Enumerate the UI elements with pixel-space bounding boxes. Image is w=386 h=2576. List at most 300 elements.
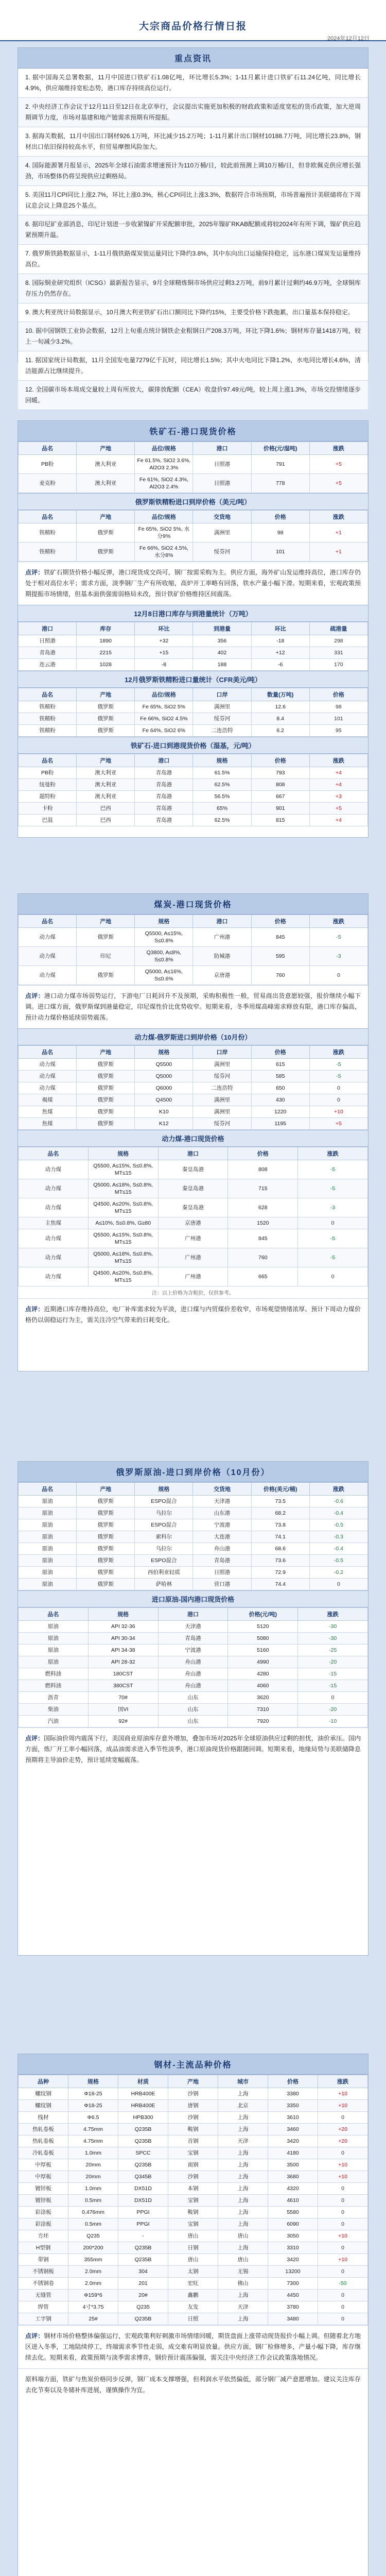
ore-freight-table — [18, 510, 368, 562]
column-header: 产地 — [77, 915, 135, 928]
table-cell: 日照港 — [193, 1567, 251, 1579]
column-header: 规格 — [88, 1608, 158, 1621]
table-cell: 3780 — [268, 2301, 318, 2313]
table-cell: 俄罗斯 — [77, 1071, 135, 1082]
column-header: 产地 — [77, 511, 135, 523]
table-cell: 动力煤 — [19, 1059, 77, 1071]
table-row — [19, 635, 368, 647]
table-cell: +10 — [318, 2100, 368, 2112]
table-cell: 4180 — [268, 2147, 318, 2159]
table-row — [19, 1106, 368, 1118]
table-cell: 俄罗斯 — [77, 928, 135, 947]
ore-spot-table — [18, 754, 368, 826]
table-cell: 澳大利亚 — [77, 474, 135, 493]
table-cell: 0 — [318, 2266, 368, 2278]
table-cell: -0.4 — [309, 1507, 367, 1519]
table-cell: 72.9 — [251, 1567, 309, 1579]
table-cell: 3310 — [268, 2242, 318, 2254]
coal-section — [17, 893, 369, 1371]
column-header: 港口 — [158, 1147, 228, 1160]
table-cell: Fe 65%, SiO2 5% — [135, 701, 193, 713]
table-cell: 宁波港 — [193, 1519, 251, 1531]
table-cell: 褐煤 — [19, 1094, 77, 1106]
table-cell: 印尼 — [77, 947, 135, 966]
table-row — [19, 1071, 368, 1082]
news-item: 6. 据印尼矿业部消息，印尼计划进一步收紧镍矿开采配额审批，2025年镍矿RKAB配额或将较2024年有所下调，镍矿供应趋紧预期升温。 — [18, 215, 368, 245]
column-header: 产地 — [77, 688, 135, 701]
table-cell: 太钢 — [168, 2266, 218, 2278]
table-cell: 0.5mm — [68, 2218, 118, 2230]
table-cell: 纽曼粉 — [19, 779, 77, 791]
table-cell: 5580 — [268, 2207, 318, 2218]
table-cell: 天津港 — [158, 1621, 228, 1633]
table-cell: 唐钢 — [168, 2100, 218, 2112]
table-cell: -20 — [298, 1656, 368, 1668]
table-cell: 螺纹钢 — [19, 2100, 68, 2112]
oil-section — [17, 1461, 369, 1956]
column-header: 规格 — [135, 1046, 193, 1059]
table-cell: 中厚板 — [19, 2171, 68, 2183]
table-cell: 日钢 — [168, 2242, 218, 2254]
table-cell: +1 — [309, 543, 367, 562]
table-cell: 778 — [251, 474, 309, 493]
column-header: 品名 — [19, 688, 77, 701]
table-cell: 宝钢 — [168, 2147, 218, 2159]
table-cell: 线材 — [19, 2112, 68, 2124]
comment-tag: 点评： — [25, 2332, 44, 2340]
table-cell: 304 — [118, 2266, 168, 2278]
table-cell: Q235 — [118, 2301, 168, 2313]
table-cell: 7920 — [228, 1716, 298, 1727]
table-cell: 京唐港 — [158, 1217, 228, 1229]
column-header: 产地 — [77, 1046, 135, 1059]
table-cell: Fe 65%, SiO2 5%, 水分9% — [135, 523, 193, 543]
table-cell: 青岛港 — [135, 803, 193, 815]
table-cell: 麦克粉 — [19, 474, 77, 493]
table-cell: 上海 — [218, 2171, 268, 2183]
table-cell: -0.5 — [309, 1555, 367, 1567]
column-header: 规格 — [193, 754, 251, 767]
table-cell: -30 — [298, 1621, 368, 1633]
table-cell: -15 — [298, 1680, 368, 1692]
table-cell: Q235B — [118, 2124, 168, 2136]
table-cell: 73.8 — [251, 1519, 309, 1531]
column-header: 品名 — [19, 1046, 77, 1059]
column-header: 涨跌 — [309, 1483, 367, 1496]
table-cell: 广州港 — [158, 1229, 228, 1248]
table-cell: 乌拉尔 — [135, 1543, 193, 1555]
oil-product-title: 进口原油-国内港口现货价格 — [18, 1590, 368, 1607]
table-cell: Fe 61.5%, SiO2 3.6%, Al2O3 2.3% — [135, 455, 193, 474]
table-cell: 青岛港 — [135, 791, 193, 803]
news-item: 12. 全国碳市场本周成交量较上周有所放大，碳排放配额（CEA）收盘价97.49元/吨，较上周上涨1.3%，市场交投情绪逐步回暖。 — [18, 381, 368, 410]
table-cell: +10 — [309, 1106, 367, 1118]
column-header: 数量(万吨) — [251, 688, 309, 701]
table-cell: 俄罗斯 — [77, 1555, 135, 1567]
table-cell: 宝钢 — [168, 2218, 218, 2230]
table-cell: 0 — [309, 1094, 367, 1106]
ore-russia-table — [18, 688, 368, 737]
table-row — [19, 1094, 368, 1106]
table-row — [19, 659, 368, 671]
table-cell: 焊管 — [19, 2301, 68, 2313]
table-row — [19, 647, 368, 659]
table-cell: 秦皇岛港 — [158, 1179, 228, 1198]
table-row — [19, 1198, 368, 1217]
table-cell: 俄罗斯 — [77, 725, 135, 737]
table-cell: 0.5mm — [68, 2195, 118, 2207]
table-row — [19, 713, 368, 725]
table-row — [19, 2195, 368, 2207]
column-header: 涨跌 — [309, 915, 367, 928]
column-header: 价格(美元/桶) — [251, 1483, 309, 1496]
comment-tag: 点评： — [25, 569, 44, 576]
table-cell: Q5500, A≤15%, S≤0.8%, MT≤15 — [88, 1160, 158, 1179]
table-row — [19, 2278, 368, 2290]
table-cell: 天津 — [218, 2136, 268, 2147]
table-cell: Q345B — [118, 2171, 168, 2183]
table-cell: 不锈钢卷 — [19, 2278, 68, 2290]
table-row — [19, 2230, 368, 2242]
table-cell: 山东 — [158, 1692, 228, 1704]
table-cell: -10 — [298, 1716, 368, 1727]
table-cell: 上海 — [218, 2183, 268, 2195]
column-header: 价格 — [309, 688, 367, 701]
table-cell: 56.5% — [193, 791, 251, 803]
table-cell: 73.6 — [251, 1555, 309, 1567]
table-cell: 山东港 — [193, 1507, 251, 1519]
table-row — [19, 1555, 368, 1567]
column-header: 品名 — [19, 1483, 77, 1496]
table-cell: -20 — [298, 1704, 368, 1716]
ore-mine-title: 12月8日港口库存与到港量统计（万吨） — [18, 605, 368, 622]
table-cell: 1028 — [77, 659, 135, 671]
news-list — [18, 69, 368, 410]
table-cell: 715 — [228, 1179, 298, 1198]
table-cell: +15 — [135, 647, 193, 659]
table-cell: 友发 — [168, 2301, 218, 2313]
table-cell: 170 — [309, 659, 367, 671]
column-header: 港口 — [135, 754, 193, 767]
table-cell: 3480 — [268, 2313, 318, 2325]
table-cell: 200*200 — [68, 2242, 118, 2254]
table-row — [19, 2242, 368, 2254]
table-cell: 无锡 — [218, 2266, 268, 2278]
column-header: 品位/规格 — [135, 511, 193, 523]
table-row — [19, 2301, 368, 2313]
column-header: 交货地 — [193, 511, 251, 523]
table-cell: -8 — [135, 659, 193, 671]
table-cell: 615 — [251, 1059, 309, 1071]
table-cell: 南钢 — [168, 2159, 218, 2171]
table-cell: +20 — [318, 2124, 368, 2136]
table-row — [19, 1567, 368, 1579]
table-cell: 70# — [88, 1692, 158, 1704]
table-cell: 原油 — [19, 1656, 89, 1668]
steel-header: 钢材-主流品种价格 — [18, 2054, 368, 2075]
column-header: 涨跌 — [309, 1046, 367, 1059]
column-header: 价格(元/湿吨) — [251, 442, 309, 455]
table-cell: 广州港 — [158, 1267, 228, 1286]
table-cell: 650 — [251, 1082, 309, 1094]
table-row — [19, 1160, 368, 1179]
table-cell: 绥芬河 — [193, 713, 251, 725]
table-cell: 20mm — [68, 2171, 118, 2183]
table-cell: 62.5% — [193, 815, 251, 826]
table-cell: 俄罗斯 — [77, 1118, 135, 1130]
table-cell: 宏旺 — [168, 2278, 218, 2290]
table-cell: 901 — [251, 803, 309, 815]
table-cell: 0 — [298, 1217, 368, 1229]
table-cell: DX51D — [118, 2195, 168, 2207]
table-cell: 俄罗斯 — [77, 1519, 135, 1531]
table-cell: 澳大利亚 — [77, 791, 135, 803]
news-item: 9. 澳大利亚统计局数据显示，10月澳大利亚铁矿石出口额同比下降约15%，主要受价格下跌拖累，出口量基本保持稳定。 — [18, 303, 368, 322]
table-cell: 方坯 — [19, 2230, 68, 2242]
table-cell: 760 — [251, 966, 309, 985]
table-cell: 74.4 — [251, 1579, 309, 1590]
table-cell: 主焦煤 — [19, 1217, 89, 1229]
table-cell: 73.5 — [251, 1496, 309, 1507]
table-cell: 原油 — [19, 1567, 77, 1579]
table-cell: +12 — [251, 647, 309, 659]
column-header: 价格 — [251, 915, 309, 928]
table-row — [19, 523, 368, 543]
table-cell: 动力煤 — [19, 1248, 89, 1267]
table-cell: 上海 — [218, 2159, 268, 2171]
table-cell: 京唐港 — [193, 966, 251, 985]
table-cell: 原油 — [19, 1531, 77, 1543]
column-header: 价格 — [251, 511, 309, 523]
table-cell: 鑫鹏 — [168, 2290, 218, 2301]
table-cell: 5080 — [228, 1633, 298, 1645]
table-row — [19, 1229, 368, 1248]
table-cell: K10 — [135, 1106, 193, 1118]
table-cell: 日照 — [168, 2313, 218, 2325]
table-cell: +4 — [309, 767, 367, 779]
table-cell: A≤10%, S≤0.8%, G≥80 — [88, 1217, 158, 1229]
table-cell: 1220 — [251, 1106, 309, 1118]
table-row — [19, 2088, 368, 2100]
table-cell: 原油 — [19, 1543, 77, 1555]
table-cell: HPB300 — [118, 2112, 168, 2124]
table-cell: 上海 — [218, 2313, 268, 2325]
column-header: 产地 — [77, 754, 135, 767]
table-cell: 98 — [251, 523, 309, 543]
table-row — [19, 2147, 368, 2159]
table-cell: 0 — [318, 2195, 368, 2207]
table-cell: 原油 — [19, 1496, 77, 1507]
column-header: 规格 — [88, 1147, 158, 1160]
table-row — [19, 2290, 368, 2301]
table-cell: 鞍钢 — [168, 2207, 218, 2218]
table-cell: 山东 — [158, 1716, 228, 1727]
table-cell: API 30-34 — [88, 1633, 158, 1645]
table-cell: 铁精粉 — [19, 543, 77, 562]
table-row — [19, 791, 368, 803]
table-cell: +20 — [318, 2136, 368, 2147]
table-row — [19, 1704, 368, 1716]
column-header: 疏港量 — [309, 622, 367, 635]
table-cell: 俄罗斯 — [77, 1531, 135, 1543]
table-row — [19, 1496, 368, 1507]
table-cell: Q4500, A≤20%, S≤0.8%, MT≤15 — [88, 1267, 158, 1286]
table-cell: -0.3 — [309, 1531, 367, 1543]
table-row — [19, 1519, 368, 1531]
table-cell: +5 — [309, 1118, 367, 1130]
table-row — [19, 455, 368, 474]
table-cell: 68.2 — [251, 1507, 309, 1519]
table-cell: 绥芬河 — [193, 1071, 251, 1082]
table-cell: -50 — [318, 2278, 368, 2290]
table-row — [19, 2136, 368, 2147]
table-cell: Q6000 — [135, 1082, 193, 1094]
table-cell: 北京 — [218, 2100, 268, 2112]
table-cell: 原油 — [19, 1645, 89, 1656]
news-item: 3. 据海关数据，11月中国出口钢材926.1万吨，环比减少15.2万吨；1-11月累计出口钢材10188.7万吨，同比增长23.8%，钢材出口依旧保持较高水平，但贸易摩擦风险加大。 — [18, 127, 368, 157]
column-header: 品种 — [19, 2075, 68, 2088]
table-header-row — [19, 442, 368, 455]
column-header: 规格 — [135, 915, 193, 928]
table-cell: 澳大利亚 — [77, 455, 135, 474]
table-cell: 卡粉 — [19, 803, 77, 815]
table-cell: 俄罗斯 — [77, 543, 135, 562]
table-row — [19, 947, 368, 966]
steel-table — [18, 2075, 368, 2325]
table-cell: H型钢 — [19, 2242, 68, 2254]
table-cell: 天津 — [218, 2301, 268, 2313]
table-cell: -5 — [298, 1248, 368, 1267]
table-cell: 沙钢 — [168, 2171, 218, 2183]
table-cell: 澳大利亚 — [77, 767, 135, 779]
table-cell: Q5500, A≤15%, S≤0.8% — [135, 928, 193, 947]
table-cell: 1195 — [251, 1118, 309, 1130]
table-row — [19, 2100, 368, 2112]
table-cell: HRB400E — [118, 2100, 168, 2112]
table-cell: 动力煤 — [19, 1082, 77, 1094]
oil-table — [18, 1482, 368, 1590]
table-cell: 1.0mm — [68, 2147, 118, 2159]
table-row — [19, 1621, 368, 1633]
table-cell: Q235B — [118, 2159, 168, 2171]
table-cell: 巴西 — [77, 815, 135, 826]
table-cell: 动力煤 — [19, 966, 77, 985]
table-cell: Q5000, A≤16%, S≤0.6% — [135, 966, 193, 985]
table-cell: 动力煤 — [19, 947, 77, 966]
column-header: 材质 — [118, 2075, 168, 2088]
table-cell: 俄罗斯 — [77, 523, 135, 543]
table-row — [19, 1692, 368, 1704]
table-cell: 二连浩特 — [193, 725, 251, 737]
table-cell: 俄罗斯 — [77, 1543, 135, 1555]
steel-comment-2: 原料端方面，铁矿与焦炭价格同步反弹，钢厂成本支撑增强，但利润水平依然偏低，部分钢厂减产意愿增加。建议关注库存去化节奏以及冬储补库进展，谨慎操作为宜。 — [18, 2368, 368, 2401]
table-cell: 上海 — [218, 2112, 268, 2124]
column-header: 品名 — [19, 915, 77, 928]
table-cell: 6090 — [268, 2218, 318, 2230]
table-cell: 青岛港 — [135, 767, 193, 779]
table-cell: 上海 — [218, 2088, 268, 2100]
table-cell: 俄罗斯 — [77, 966, 135, 985]
table-cell: 柴油 — [19, 1704, 89, 1716]
table-cell: 355mm — [68, 2254, 118, 2266]
table-cell: SPCC — [118, 2147, 168, 2159]
ore-comment: 点评：铁矿石期货价格小幅反弹，港口现货成交尚可，钢厂按需采购为主。供应方面，海外矿山发运维持高位，港口库存仍处于相对高位水平；需求方面，淡季钢厂生产有所收缩，高炉开工率略有回落，铁水产量小幅下滑。短期来看，宏观政策预期提振市场情绪，但基本面供强需弱格局未改，预计铁矿价格维持区间震荡。 — [18, 562, 368, 605]
table-row — [19, 1579, 368, 1590]
table-cell: 工字钢 — [19, 2313, 68, 2325]
news-item: 7. 俄罗斯铁路数据显示，1-11月俄铁路煤炭装运量同比下降约3.8%，其中东向出口运输保持稳定，远东港口煤炭发运量维持高位。 — [18, 245, 368, 274]
table-cell: 0 — [318, 2147, 368, 2159]
column-header: 涨跌 — [318, 2075, 368, 2088]
table-cell: 0 — [318, 2183, 368, 2195]
table-cell: 二连浩特 — [193, 1082, 251, 1094]
table-cell: -3 — [309, 947, 367, 966]
table-cell: ESPO混合 — [135, 1496, 193, 1507]
table-cell: 俄罗斯 — [77, 1507, 135, 1519]
table-cell: -15 — [298, 1668, 368, 1680]
table-cell: 绥芬河 — [193, 543, 251, 562]
table-cell: 0 — [318, 2242, 368, 2254]
table-cell: 845 — [251, 928, 309, 947]
table-cell: 98 — [309, 701, 367, 713]
table-cell: 665 — [228, 1267, 298, 1286]
table-cell: 乌拉尔 — [135, 1507, 193, 1519]
table-header-row — [19, 511, 368, 523]
table-cell: +5 — [309, 455, 367, 474]
news-item: 11. 据国家统计局数据，11月全国发电量7279亿千瓦时，同比增长1.5%；其中火电同比下降1.2%，水电同比增长4.6%，清洁能源占比继续提升。 — [18, 351, 368, 381]
table-cell: +1 — [309, 523, 367, 543]
table-row — [19, 1267, 368, 1286]
table-row — [19, 474, 368, 493]
table-header-row — [19, 1483, 368, 1496]
table-header-row — [19, 915, 368, 928]
table-cell: 68.6 — [251, 1543, 309, 1555]
table-cell: 845 — [228, 1229, 298, 1248]
table-cell: Q4500, A≤20%, S≤0.8%, MT≤15 — [88, 1198, 158, 1217]
table-cell: 61.5% — [193, 767, 251, 779]
table-cell: 铁精粉 — [19, 725, 77, 737]
table-cell: 815 — [251, 815, 309, 826]
table-row — [19, 1248, 368, 1267]
table-cell: 彩涂板 — [19, 2218, 68, 2230]
column-header: 环比 — [251, 622, 309, 635]
table-row — [19, 725, 368, 737]
table-cell: DX51D — [118, 2183, 168, 2195]
table-row — [19, 1645, 368, 1656]
column-header: 品名 — [19, 442, 77, 455]
table-cell: +10 — [318, 2088, 368, 2100]
column-header: 品名 — [19, 754, 77, 767]
table-cell: 唐山 — [168, 2230, 218, 2242]
table-cell: +10 — [318, 2159, 368, 2171]
table-cell: 430 — [251, 1094, 309, 1106]
table-row — [19, 1217, 368, 1229]
table-cell: 日照港 — [19, 635, 77, 647]
table-cell: 铁精粉 — [19, 523, 77, 543]
table-cell: 4060 — [228, 1680, 298, 1692]
table-cell: 上海 — [218, 2218, 268, 2230]
table-cell: 镀锌板 — [19, 2195, 68, 2207]
table-cell: 201 — [118, 2278, 168, 2290]
table-row — [19, 2159, 368, 2171]
table-row — [19, 767, 368, 779]
table-cell: 380CST — [88, 1680, 158, 1692]
ore-mine-table — [18, 622, 368, 671]
ore-freight-title: 俄罗斯铁精粉进口到岸价格（美元/吨） — [18, 493, 368, 510]
table-cell: Φ6.5 — [68, 2112, 118, 2124]
table-cell: 俄罗斯 — [77, 1106, 135, 1118]
table-cell: 3420 — [268, 2254, 318, 2266]
table-cell: Q5000 — [135, 1071, 193, 1082]
